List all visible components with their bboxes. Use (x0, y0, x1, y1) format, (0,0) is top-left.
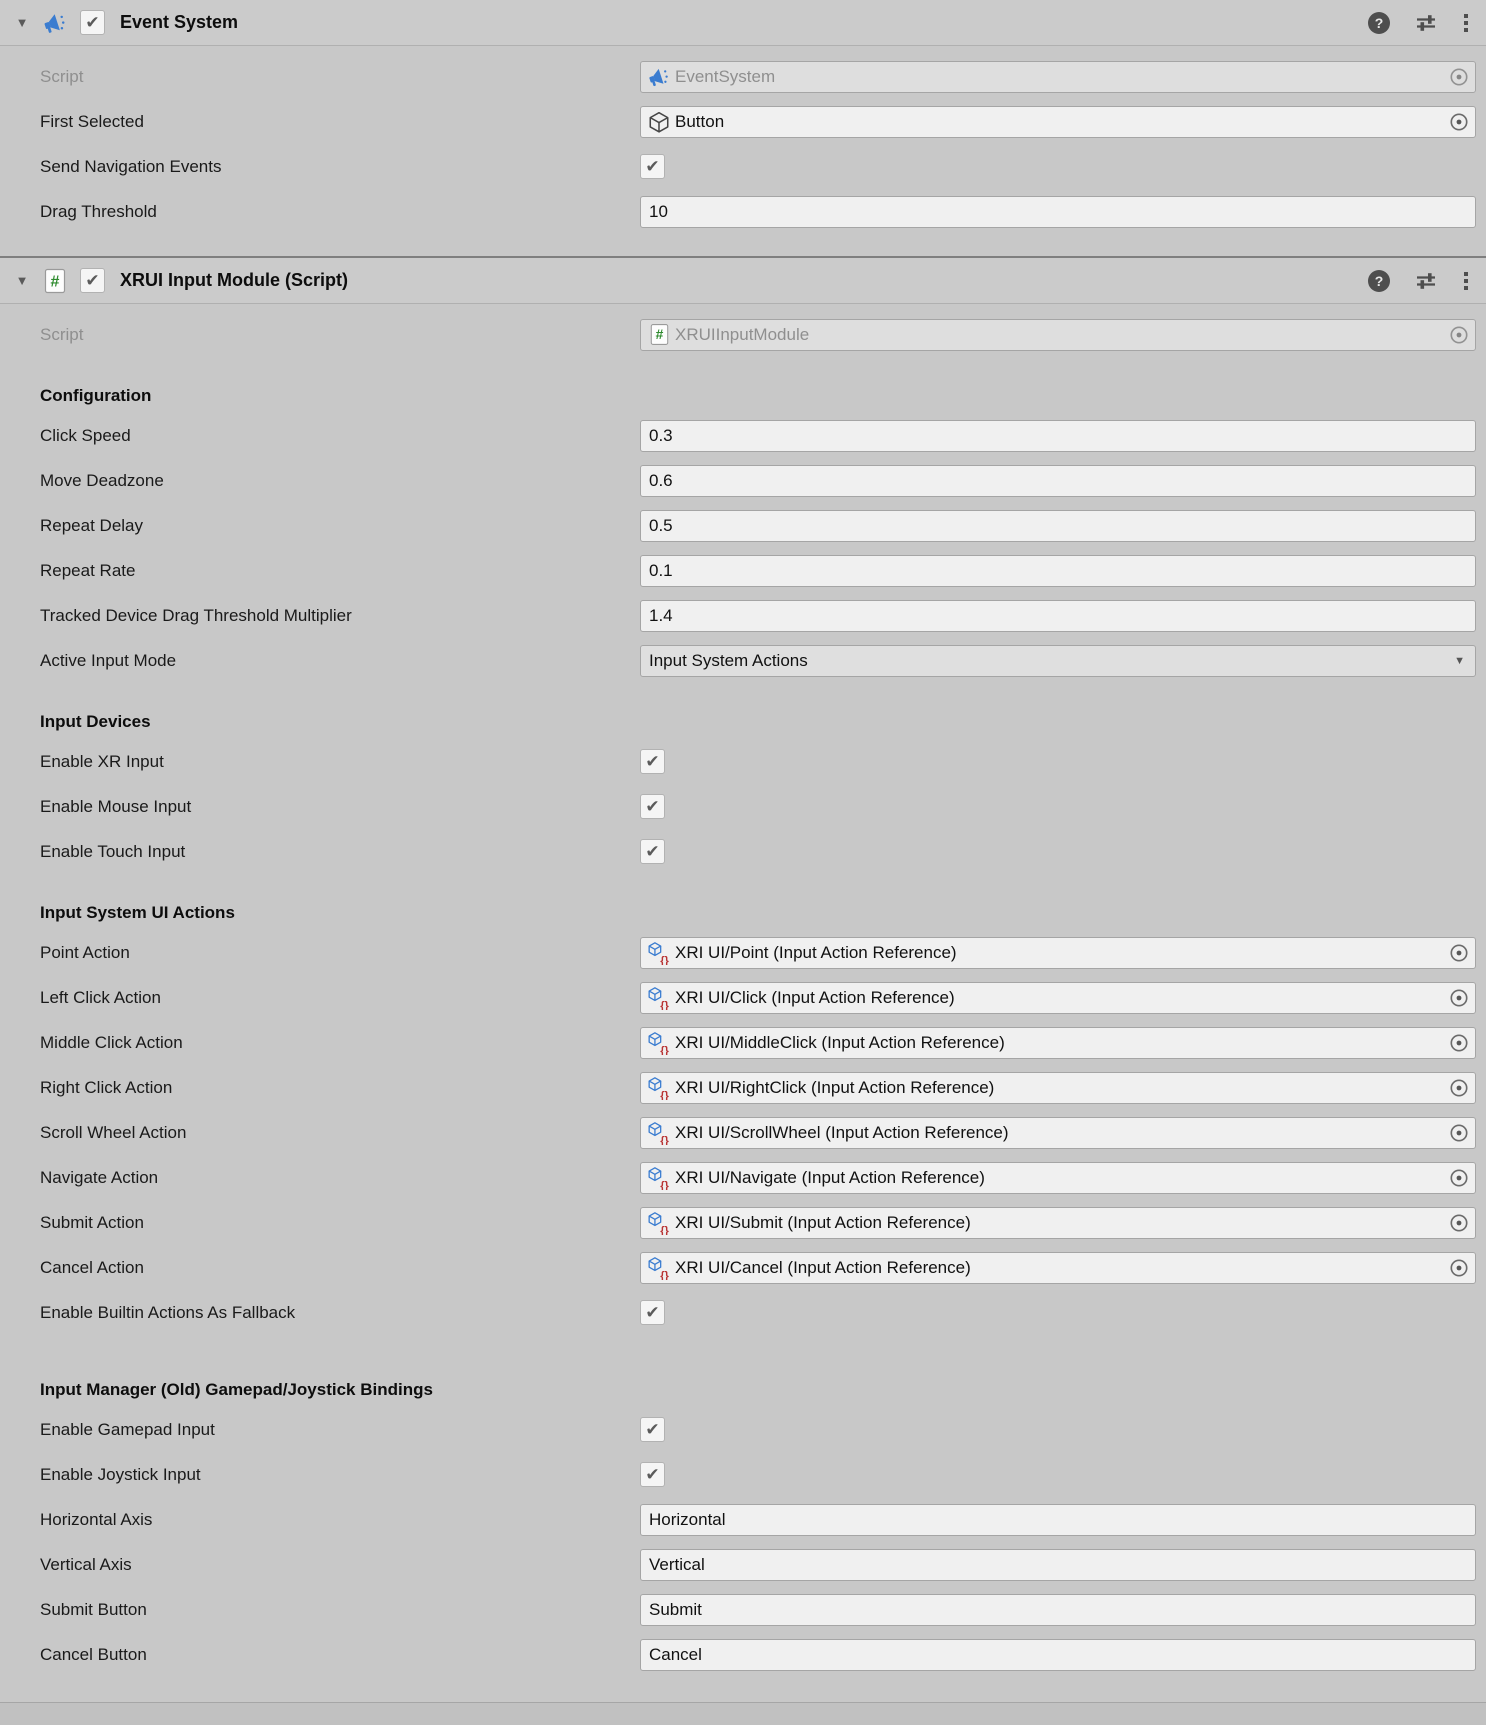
property-label: Script (40, 66, 84, 86)
object-picker-icon[interactable] (1448, 987, 1470, 1009)
property-label: Repeat Rate (40, 560, 136, 580)
enable-gamepad-input-checkbox[interactable] (640, 1417, 665, 1442)
field-value: XRI UI/ScrollWheel (Input Action Reference) (675, 1122, 1009, 1142)
field-value: EventSystem (675, 66, 776, 86)
row-cancel-button (40, 1632, 1476, 1677)
object-picker-icon[interactable] (1448, 324, 1470, 346)
row-submit-button (40, 1587, 1476, 1632)
property-label: Submit Action (40, 1212, 144, 1232)
object-picker-icon[interactable] (1448, 1167, 1470, 1189)
scroll-wheel-action-object-field[interactable] (640, 1117, 1476, 1149)
object-picker-icon[interactable] (1448, 1077, 1470, 1099)
navigate-action-object-field[interactable] (640, 1162, 1476, 1194)
row-send-navigation-events (40, 144, 1476, 189)
property-label: Horizontal Axis (40, 1509, 153, 1529)
submit-action-object-field[interactable] (640, 1207, 1476, 1239)
inspector-bottom-strip (0, 1702, 1486, 1725)
section-heading-input-devices: Input Devices (40, 712, 151, 731)
check-icon: ✔ (645, 1465, 660, 1484)
input-action-reference-icon (646, 985, 672, 1011)
check-icon: ✔ (645, 157, 660, 176)
help-icon[interactable]: ? (1368, 12, 1390, 34)
object-picker-icon[interactable] (1448, 1122, 1470, 1144)
property-label: First Selected (40, 111, 144, 131)
repeat-delay-field[interactable]: 0.5 (640, 510, 1476, 542)
property-label: Left Click Action (40, 987, 161, 1007)
property-label: Script (40, 324, 84, 344)
check-icon: ✔ (645, 1420, 660, 1439)
field-value: XRI UI/RightClick (Input Action Reference) (675, 1077, 995, 1097)
property-label: Scroll Wheel Action (40, 1122, 187, 1142)
property-label: Navigate Action (40, 1167, 159, 1187)
middle-click-action-object-field[interactable] (640, 1027, 1476, 1059)
component-title: XRUI Input Module (Script) (120, 270, 348, 290)
row-submit-action (40, 1200, 1476, 1245)
property-label: Enable Joystick Input (40, 1464, 201, 1484)
property-label: Middle Click Action (40, 1032, 183, 1052)
row-enable-mouse-input (40, 784, 1476, 829)
field-value: XRI UI/Click (Input Action Reference) (675, 987, 955, 1007)
field-value: XRI UI/Point (Input Action Reference) (675, 942, 957, 962)
check-icon: ✔ (645, 842, 660, 861)
repeat-rate-field[interactable]: 0.1 (640, 555, 1476, 587)
row-tracked-device-drag-threshold-multiplier (40, 593, 1476, 638)
more-options-icon[interactable] (1462, 270, 1470, 292)
input-action-reference-icon (646, 940, 672, 966)
field-value: XRUIInputModule (675, 324, 810, 344)
property-label: Enable Touch Input (40, 841, 186, 861)
field-value: XRI UI/Navigate (Input Action Reference) (675, 1167, 985, 1187)
property-label: Drag Threshold (40, 201, 157, 221)
row-enable-builtin-actions-as-fallback (40, 1290, 1476, 1335)
enable-touch-input-checkbox[interactable] (640, 839, 665, 864)
object-picker-icon[interactable] (1448, 942, 1470, 964)
check-icon: ✔ (645, 797, 660, 816)
check-icon: ✔ (85, 271, 100, 290)
input-action-reference-icon (646, 1165, 672, 1191)
presets-icon[interactable] (1414, 11, 1438, 35)
presets-icon[interactable] (1414, 269, 1438, 293)
property-label: Tracked Device Drag Threshold Multiplier (40, 605, 352, 625)
csharp-script-icon (646, 322, 672, 348)
cancel-action-object-field[interactable] (640, 1252, 1476, 1284)
cancel-button-field[interactable]: Cancel (640, 1639, 1476, 1671)
component-title: Event System (120, 12, 239, 32)
foldout-arrow-icon[interactable]: ▼ (15, 15, 29, 30)
field-value: XRI UI/Cancel (Input Action Reference) (675, 1257, 971, 1277)
row-enable-touch-input (40, 829, 1476, 874)
left-click-action-object-field[interactable] (640, 982, 1476, 1014)
property-label: Enable Gamepad Input (40, 1419, 215, 1439)
object-picker-icon[interactable] (1448, 66, 1470, 88)
property-label: Cancel Action (40, 1257, 144, 1277)
horizontal-axis-field[interactable]: Horizontal (640, 1504, 1476, 1536)
row-drag-threshold (40, 189, 1476, 234)
property-label: Click Speed (40, 425, 131, 445)
row-left-click-action (40, 975, 1476, 1020)
drag-threshold-field[interactable]: 10 (640, 196, 1476, 228)
object-picker-icon[interactable] (1448, 1212, 1470, 1234)
send-navigation-events-checkbox[interactable] (640, 154, 665, 179)
row-first-selected (40, 99, 1476, 144)
property-label: Enable Builtin Actions As Fallback (40, 1302, 296, 1322)
check-icon: ✔ (645, 1303, 660, 1322)
first-selected-object-field[interactable] (640, 106, 1476, 138)
property-label: Point Action (40, 942, 130, 962)
right-click-action-object-field[interactable] (640, 1072, 1476, 1104)
enable-mouse-input-checkbox[interactable] (640, 794, 665, 819)
row-scroll-wheel-action (40, 1110, 1476, 1155)
vertical-axis-field[interactable]: Vertical (640, 1549, 1476, 1581)
field-value: XRI UI/MiddleClick (Input Action Reference) (675, 1032, 1005, 1052)
input-action-reference-icon (646, 1255, 672, 1281)
property-label: Submit Button (40, 1599, 147, 1619)
foldout-arrow-icon[interactable]: ▼ (15, 273, 29, 288)
property-label: Enable Mouse Input (40, 796, 192, 816)
check-icon: ✔ (85, 13, 100, 32)
object-picker-icon[interactable] (1448, 1032, 1470, 1054)
move-deadzone-field[interactable]: 0.6 (640, 465, 1476, 497)
script-object-field (640, 61, 1476, 93)
xrui-input-module-header[interactable] (0, 258, 1486, 304)
chevron-down-icon: ▼ (1454, 654, 1465, 667)
input-action-reference-icon (646, 1075, 672, 1101)
section-heading-input-system-ui-actions: Input System UI Actions (40, 903, 235, 922)
point-action-object-field[interactable] (640, 937, 1476, 969)
row-point-action (40, 930, 1476, 975)
property-label: Cancel Button (40, 1644, 147, 1664)
property-label: Enable XR Input (40, 751, 164, 771)
input-action-reference-icon (646, 1210, 672, 1236)
row-navigate-action (40, 1155, 1476, 1200)
row-script (40, 312, 1476, 357)
object-picker-icon[interactable] (1448, 111, 1470, 133)
row-right-click-action (40, 1065, 1476, 1110)
row-vertical-axis (40, 1542, 1476, 1587)
row-script (40, 54, 1476, 99)
property-label: Move Deadzone (40, 470, 164, 490)
row-enable-gamepad-input (40, 1407, 1476, 1452)
section-heading-input-manager: Input Manager (Old) Gamepad/Joystick Bindings (40, 1380, 433, 1399)
click-speed-field[interactable]: 0.3 (640, 420, 1476, 452)
row-cancel-action (40, 1245, 1476, 1290)
row-move-deadzone (40, 458, 1476, 503)
cube-icon (646, 109, 672, 135)
property-label: Repeat Delay (40, 515, 144, 535)
event-system-icon (646, 64, 672, 90)
event-system-icon (41, 9, 69, 37)
field-value: XRI UI/Submit (Input Action Reference) (675, 1212, 971, 1232)
row-repeat-delay (40, 503, 1476, 548)
property-label: Vertical Axis (40, 1554, 132, 1574)
input-action-reference-icon (646, 1030, 672, 1056)
enable-xr-input-checkbox[interactable] (640, 749, 665, 774)
script-object-field (640, 319, 1476, 351)
row-enable-xr-input (40, 739, 1476, 784)
row-enable-joystick-input (40, 1452, 1476, 1497)
tracked-device-drag-threshold-multiplier-field[interactable]: 1.4 (640, 600, 1476, 632)
enable-builtin-actions-as-fallback-checkbox[interactable] (640, 1300, 665, 1325)
component-event-system (0, 0, 1486, 250)
row-repeat-rate (40, 548, 1476, 593)
section-heading-configuration: Configuration (40, 386, 152, 405)
property-label: Active Input Mode (40, 650, 177, 670)
enable-joystick-input-checkbox[interactable] (640, 1462, 665, 1487)
check-icon: ✔ (645, 752, 660, 771)
row-click-speed (40, 413, 1476, 458)
event-system-header[interactable] (0, 0, 1486, 46)
row-middle-click-action (40, 1020, 1476, 1065)
more-options-icon[interactable] (1462, 12, 1470, 34)
active-input-mode-dropdown[interactable]: Input System Actions ▼ (640, 645, 1476, 677)
input-action-reference-icon (646, 1120, 672, 1146)
field-value: Button (675, 111, 725, 131)
property-label: Send Navigation Events (40, 156, 222, 176)
component-xrui-input-module (0, 256, 1486, 1693)
csharp-script-icon (41, 267, 69, 295)
submit-button-field[interactable]: Submit (640, 1594, 1476, 1626)
property-label: Right Click Action (40, 1077, 173, 1097)
object-picker-icon[interactable] (1448, 1257, 1470, 1279)
row-active-input-mode (40, 638, 1476, 683)
xrui-module-enabled-checkbox[interactable] (80, 268, 105, 293)
event-system-enabled-checkbox[interactable] (80, 10, 105, 35)
row-horizontal-axis (40, 1497, 1476, 1542)
help-icon[interactable]: ? (1368, 270, 1390, 292)
